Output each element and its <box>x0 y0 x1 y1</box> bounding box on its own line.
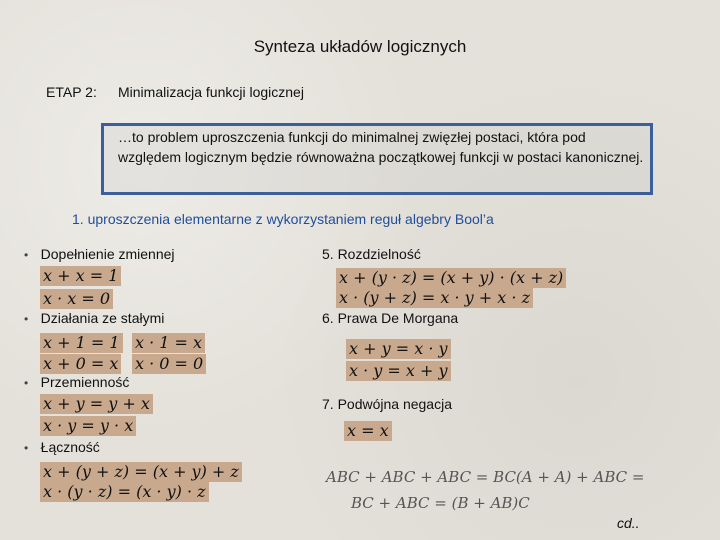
definition-text: …to problem uproszczenia funkcji do minimalnej zwięzłej postaci, która pod względem logicznym będzie równoważna początkowej funkcji w postaci kanonicznej. <box>118 129 644 165</box>
formula: x + x = 1 <box>40 266 121 286</box>
formula: x · (y + z) = x · y + x · z <box>336 288 533 308</box>
formula: x + y = y + x <box>40 394 153 414</box>
law-label-de-morgan: 6. Prawa De Morgana <box>322 310 459 326</box>
bullet-icon: • <box>24 312 29 326</box>
law-item-associativity <box>24 439 100 457</box>
bullet-icon: • <box>24 248 29 262</box>
formula: x + (y · z) = (x + y) · (x + z) <box>336 268 566 288</box>
formula: x · 0 = 0 <box>132 354 206 374</box>
formula: x + 1 = 1 <box>40 333 123 353</box>
example-line-1: ABC + ABC + ABC = BC(A + A) + ABC = <box>326 468 645 486</box>
formula: x · y = x + y <box>346 361 451 381</box>
continued-note: cd.. <box>617 515 640 531</box>
page-title: Synteza układów logicznych <box>253 37 467 56</box>
law-label: Łączność <box>40 439 100 455</box>
section-heading <box>72 211 494 227</box>
law-label: Przemienność <box>40 374 130 390</box>
law-label: Działania ze stałymi <box>40 310 165 326</box>
formula: x · (y · z) = (x · y) · z <box>40 482 209 502</box>
law-label: Dopełnienie zmiennej <box>40 246 175 262</box>
formula: x · y = y · x <box>40 416 136 436</box>
law-item-complement <box>24 246 175 264</box>
section-title: uproszczenia elementarne z wykorzystaniem reguł algebry Bool’a <box>87 211 494 227</box>
formula: x + (y + z) = (x + y) + z <box>40 462 242 482</box>
formula: x + 0 = x <box>40 354 121 374</box>
formula: x = x <box>344 421 392 441</box>
formula: x + y = x · y <box>346 339 451 359</box>
stage-label: ETAP 2: <box>46 84 97 100</box>
bullet-icon: • <box>24 376 29 390</box>
law-item-commutativity <box>24 374 129 392</box>
section-number: 1. <box>72 211 84 227</box>
stage-title: Minimalizacja funkcji logicznej <box>118 84 304 100</box>
example-line-2: BC + ABC = (B + AB)C <box>351 494 530 512</box>
law-item-constants <box>24 310 164 328</box>
formula: x · x = 0 <box>40 289 113 309</box>
law-label-distributivity: 5. Rozdzielność <box>322 246 421 262</box>
bullet-icon: • <box>24 441 29 455</box>
law-label-double-negation: 7. Podwójna negacja <box>322 396 452 412</box>
formula: x · 1 = x <box>132 333 205 353</box>
